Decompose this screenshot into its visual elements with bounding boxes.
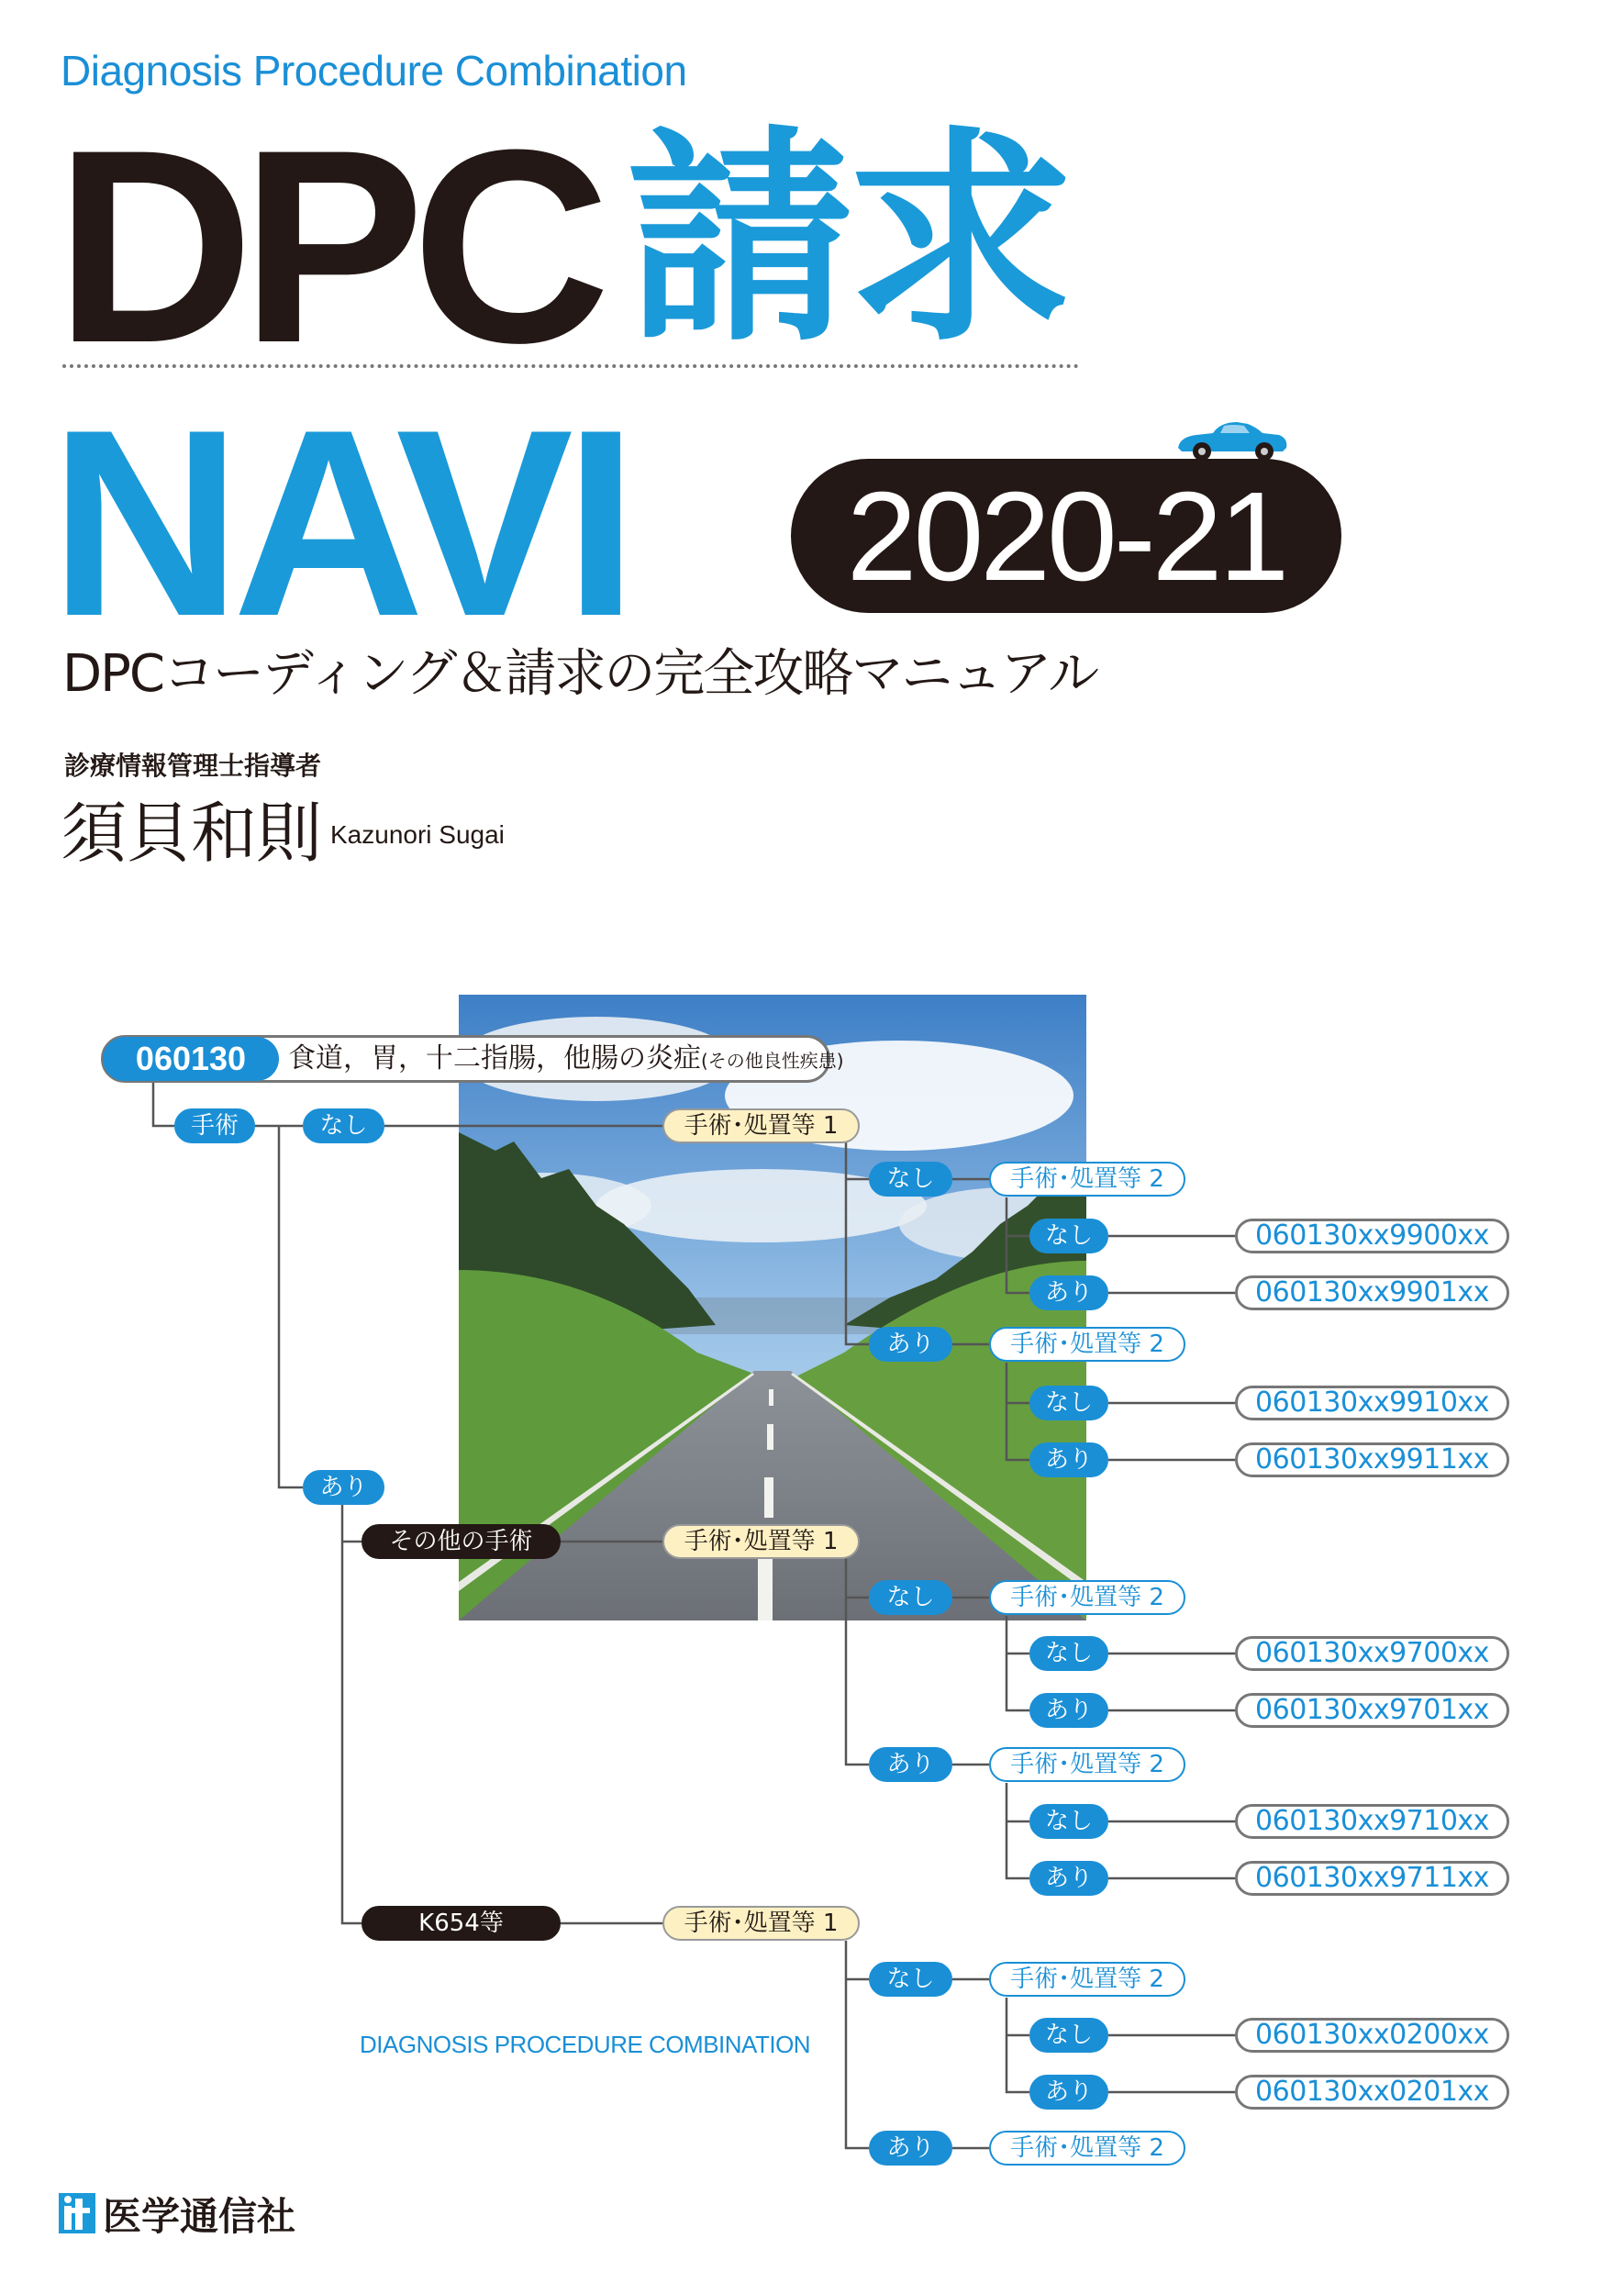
node-g1-a-ari: あり bbox=[1029, 1275, 1108, 1310]
dpc-code: 060130xx9911xx bbox=[1235, 1442, 1509, 1477]
dpc-code: 060130xx9710xx bbox=[1235, 1804, 1509, 1839]
node-g1-b-ari: あり bbox=[1029, 1442, 1108, 1477]
node-proc1-a: 手術･処置等 1 bbox=[662, 1108, 860, 1143]
node-g3-nashi: なし bbox=[869, 1962, 952, 1997]
root-note: (その他良性疾患) bbox=[701, 1050, 844, 1072]
node-g2-b-ari: あり bbox=[1029, 1861, 1108, 1896]
footer-label: DIAGNOSIS PROCEDURE COMBINATION bbox=[360, 2031, 811, 2058]
node-g3-ari: あり bbox=[869, 2131, 952, 2166]
node-g2-a-ari: あり bbox=[1029, 1693, 1108, 1728]
node-shujutsu: 手術 bbox=[174, 1108, 255, 1143]
author-role: 診療情報管理士指導者 bbox=[64, 751, 322, 781]
dpc-code: 060130xx9701xx bbox=[1235, 1693, 1509, 1728]
node-g2-proc2-a: 手術･処置等 2 bbox=[989, 1580, 1185, 1615]
node-g1-proc2-a: 手術･処置等 2 bbox=[989, 1162, 1185, 1197]
dpc-code: 060130xx9711xx bbox=[1235, 1861, 1509, 1896]
root-name-text: 食道，胃，十二指腸，他腸の炎症 bbox=[288, 1042, 701, 1075]
node-g3-proc2-a: 手術･処置等 2 bbox=[989, 1962, 1185, 1997]
author-name-en: Kazunori Sugai bbox=[330, 820, 505, 849]
node-g1-ari: あり bbox=[869, 1327, 952, 1362]
node-sonota-shujutsu: その他の手術 bbox=[362, 1524, 561, 1559]
publisher-name: 医学通信社 bbox=[103, 2194, 296, 2239]
node-shujutsu-ari: あり bbox=[303, 1470, 384, 1505]
tagline: DPCコーディング＆請求の完全攻略マニュアル bbox=[62, 644, 1098, 704]
node-g1-nashi: なし bbox=[869, 1162, 952, 1197]
title-navi: NAVI bbox=[50, 374, 629, 672]
dpc-code: 060130xx0201xx bbox=[1235, 2075, 1509, 2110]
dpc-code: 060130xx9700xx bbox=[1235, 1636, 1509, 1671]
year-text: 2020-21 bbox=[846, 466, 1286, 607]
dpc-code: 060130xx9901xx bbox=[1235, 1275, 1509, 1310]
node-g2-b-nashi: なし bbox=[1029, 1804, 1108, 1839]
node-g1-a-nashi: なし bbox=[1029, 1219, 1108, 1253]
node-proc1-b: 手術･処置等 1 bbox=[662, 1524, 860, 1559]
dpc-code: 060130xx9900xx bbox=[1235, 1219, 1509, 1253]
node-proc1-c: 手術･処置等 1 bbox=[662, 1906, 860, 1941]
node-g3-a-ari: あり bbox=[1029, 2075, 1108, 2110]
node-g3-proc2-b: 手術･処置等 2 bbox=[989, 2131, 1185, 2166]
node-g1-proc2-b: 手術･処置等 2 bbox=[989, 1327, 1185, 1362]
dpc-code: 060130xx0200xx bbox=[1235, 2018, 1509, 2053]
node-g3-a-nashi: なし bbox=[1029, 2018, 1108, 2053]
dpc-code: 060130xx9910xx bbox=[1235, 1386, 1509, 1420]
title-seikyu: 請求 bbox=[627, 108, 1067, 373]
node-g2-proc2-b: 手術･処置等 2 bbox=[989, 1747, 1185, 1782]
root-name bbox=[288, 1041, 844, 1079]
node-g2-ari: あり bbox=[869, 1747, 952, 1782]
node-g2-a-nashi: なし bbox=[1029, 1636, 1108, 1671]
node-k654: K654等 bbox=[362, 1906, 561, 1941]
node-g2-nashi: なし bbox=[869, 1580, 952, 1615]
subtitle-en: Diagnosis Procedure Combination bbox=[61, 47, 687, 95]
node-shujutsu-nashi: なし bbox=[303, 1108, 384, 1143]
publisher-logo-icon bbox=[59, 2193, 95, 2233]
root-code: 060130 bbox=[103, 1037, 279, 1081]
title-dpc: DPC bbox=[55, 92, 598, 400]
author-name: 須貝和則 bbox=[61, 795, 322, 872]
node-g1-b-nashi: なし bbox=[1029, 1386, 1108, 1420]
